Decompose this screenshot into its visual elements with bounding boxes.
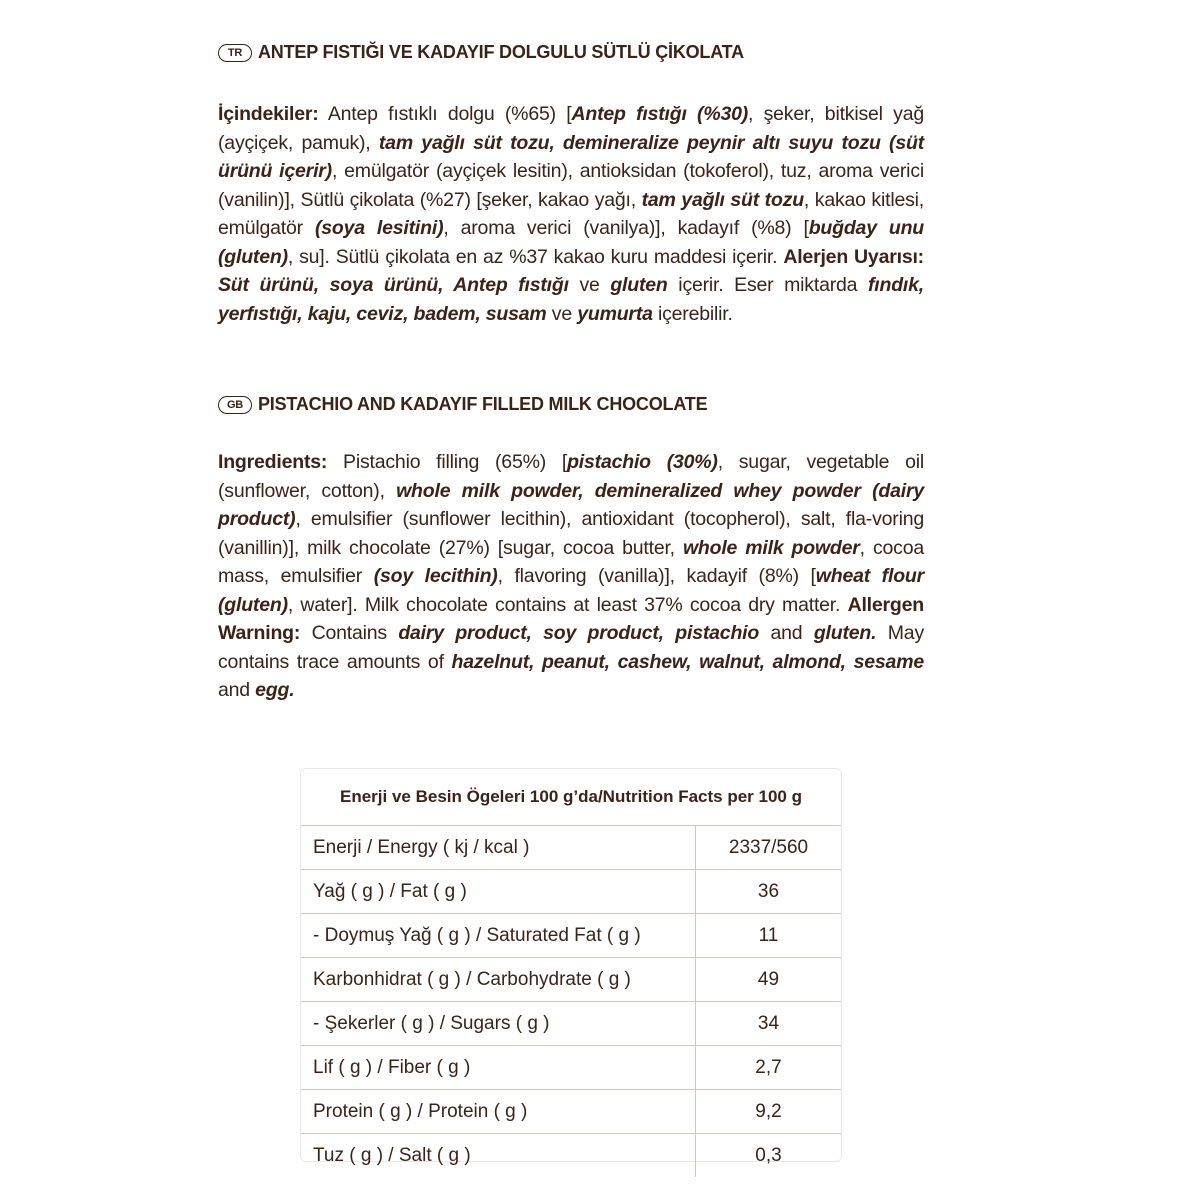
nutrient-value: 9,2	[755, 1100, 782, 1122]
table-row	[301, 1002, 841, 1046]
gb-title: PISTACHIO AND KADAYIF FILLED MILK CHOCOLATE	[258, 394, 708, 414]
nutrient-label: Yağ ( g ) / Fat ( g )	[301, 870, 696, 913]
table-row	[301, 870, 841, 914]
nutrient-value: 2,7	[755, 1056, 782, 1078]
gb-language-badge: GB	[218, 396, 252, 414]
table-row	[301, 958, 841, 1002]
nutrient-value: 36	[757, 880, 780, 902]
table-row	[301, 826, 841, 870]
tr-language-badge: TR	[218, 44, 252, 62]
table-row	[301, 1090, 841, 1134]
nutrient-value: 11	[758, 924, 779, 946]
nutrient-label: - Doymuş Yağ ( g ) / Saturated Fat ( g )	[301, 914, 696, 957]
nutrition-facts-table	[300, 768, 842, 1166]
gb-ingredients: Ingredients: Pistachio filling (65%) [pistachio (30%), sugar, vegetable oil (sunflower, cotton), whole milk powder, demineralized whey powder (dairy product), emulsifier (sunflower lecithin), antioxidant (tocopherol), salt, fla-voring (vanillin)], milk chocolate (27%) [sugar, cocoa butter, whole milk powder, cocoa mass, emulsifier (soy lecithin), flavoring (vanilla)], kadayif (8%) [wheat flour (gluten), water]. Milk chocolate contains at least 37% cocoa dry matter. Allergen Warning: Contains dairy product, soy product, pistachio and gluten. May contains trace amounts of hazelnut, peanut, cashew, walnut, almond, sesame and egg.	[218, 451, 924, 701]
tr-ingredients: İçindekiler: Antep fıstıklı dolgu (%65) [Antep fıstığı (%30), şeker, bitkisel yağ (ayçiçek, pamuk), tam yağlı süt tozu, demineralize peynir altı suyu tozu (süt ürünü içerir), emülgatör (ayçiçek lesitin), antioksidan (tokoferol), tuz, aroma verici (vanilin)], Sütlü çikolata (%27) [şeker, kakao yağı, tam yağlı süt tozu, kakao kitlesi, emülgatör (soya lesitini), aroma verici (vanilya)], kadayıf (%8) [buğday unu (gluten), su]. Sütlü çikolata en az %37 kakao kuru maddesi içerir. Alerjen Uyarısı: Süt ürünü, soya ürünü, Antep fıstığı ve gluten içerir. Eser miktarda fındık, yerfıstığı, kaju, ceviz, badem, susam ve yumurta içerebilir.	[218, 103, 924, 325]
nutrition-title: Enerji ve Besin Ögeleri 100 g’da/Nutrition Facts per 100 g	[301, 769, 841, 826]
tr-heading	[218, 42, 744, 63]
nutrient-value: 34	[757, 1012, 780, 1034]
tr-title: ANTEP FISTIĞI VE KADAYIF DOLGULU SÜTLÜ ÇİKOLATA	[258, 42, 744, 62]
nutrient-label: Tuz ( g ) / Salt ( g )	[301, 1134, 696, 1177]
table-row	[301, 914, 841, 958]
nutrient-value: 2337/560	[728, 836, 809, 858]
nutrient-label: - Şekerler ( g ) / Sugars ( g )	[301, 1002, 696, 1045]
nutrient-label: Lif ( g ) / Fiber ( g )	[301, 1046, 696, 1089]
nutrient-label: Enerji / Energy ( kj / kcal )	[301, 826, 696, 869]
gb-heading	[218, 394, 707, 415]
table-row	[301, 1046, 841, 1090]
nutrient-value: 0,3	[755, 1144, 782, 1166]
table-row	[301, 1134, 841, 1177]
nutrient-label: Protein ( g ) / Protein ( g )	[301, 1090, 696, 1133]
nutrient-label: Karbonhidrat ( g ) / Carbohydrate ( g )	[301, 958, 696, 1001]
nutrient-value: 49	[757, 968, 780, 990]
